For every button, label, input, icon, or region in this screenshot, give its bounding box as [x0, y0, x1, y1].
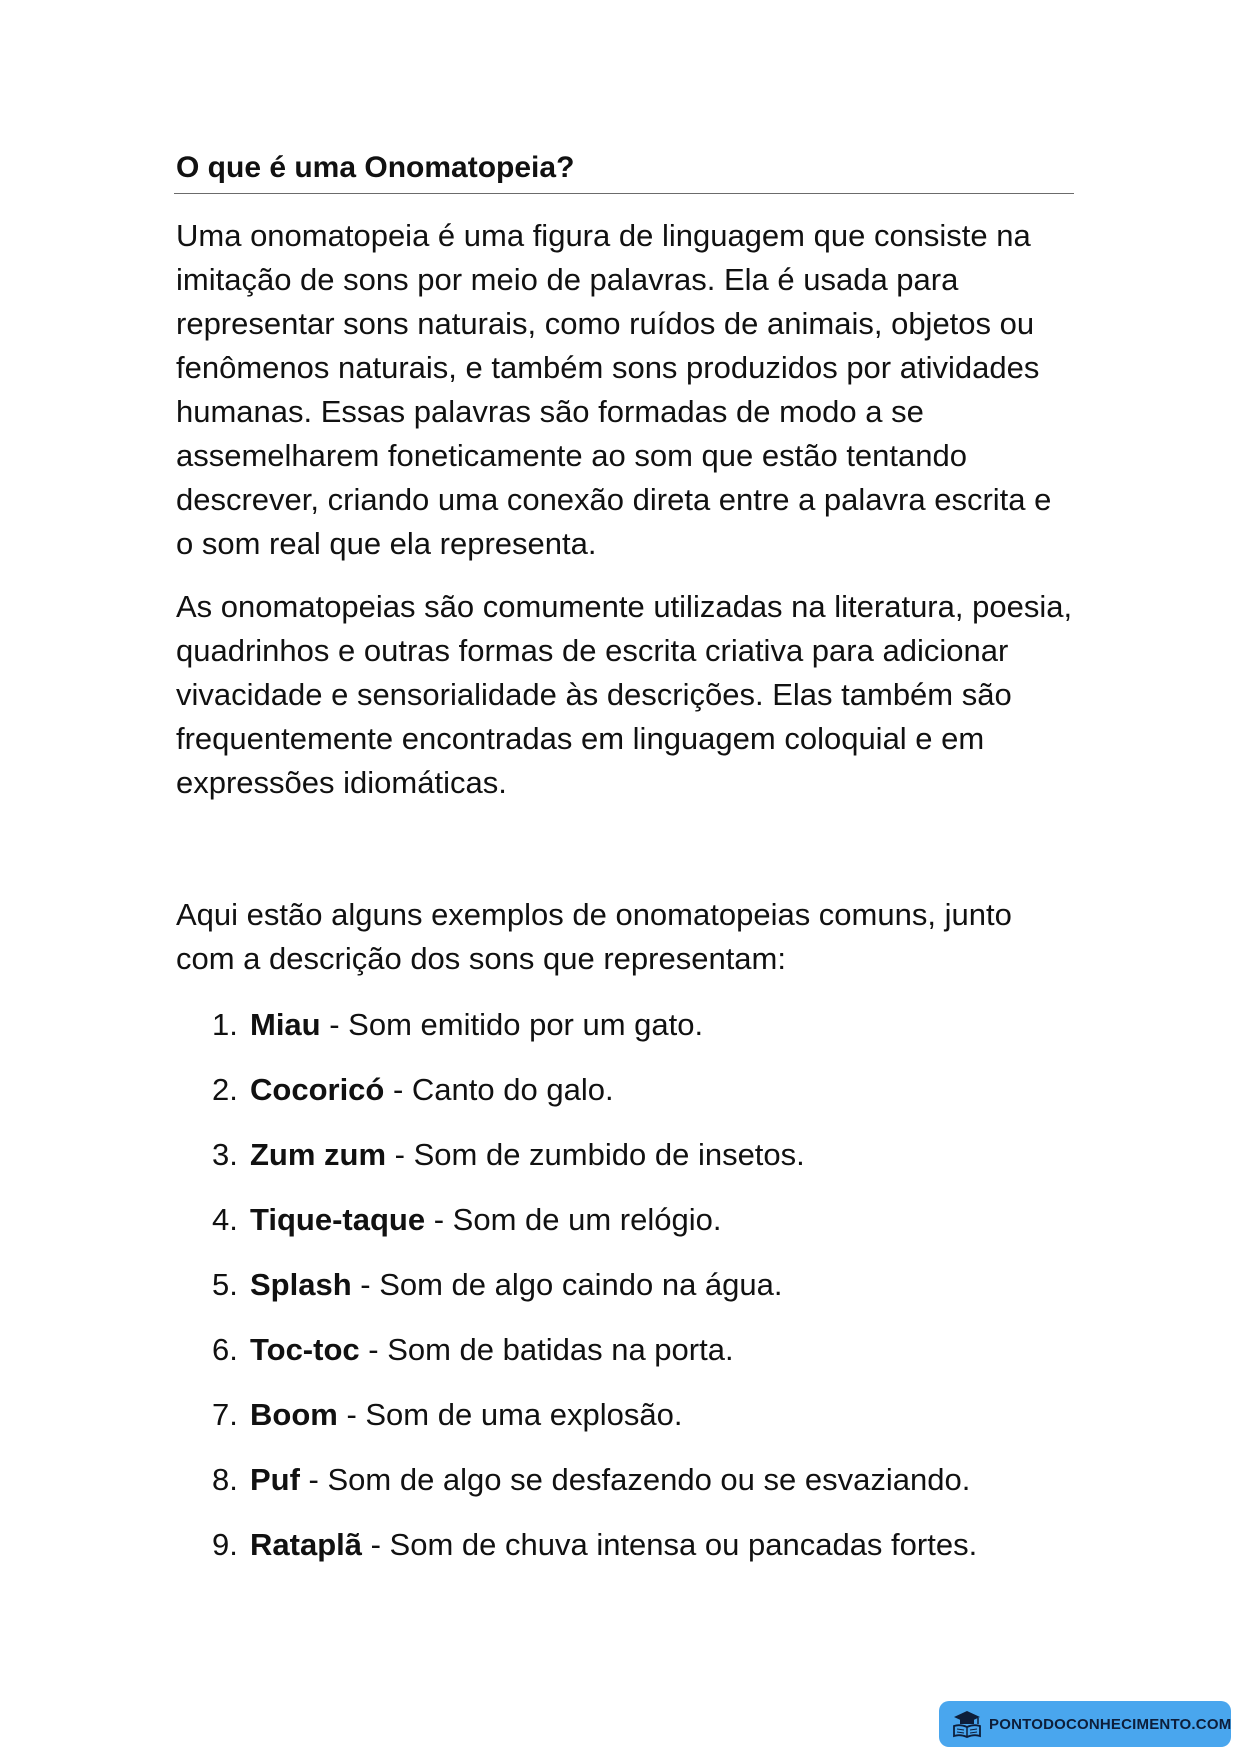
example-term: Boom: [250, 1397, 338, 1432]
example-term: Rataplã: [250, 1527, 362, 1562]
list-number: 6.: [212, 1332, 238, 1367]
list-item: [212, 1328, 1092, 1372]
list-item: [212, 1263, 1092, 1307]
example-term: Cocoricó: [250, 1072, 385, 1107]
intro-paragraph: Uma onomatopeia é uma figura de linguagem que consiste na imitação de sons por meio de palavras. Ela é usada para representar sons naturais, como ruídos de animais, objetos ou fenômenos naturais, e também sons produzidos por atividades humanas. Essas palavras são formadas de modo a se assemelharem foneticamente ao som que estão tentando descrever, criando uma conexão direta entre a palavra escrita e o som real que ela representa.: [176, 218, 1052, 561]
list-item: [212, 1133, 1092, 1177]
list-number: 8.: [212, 1462, 238, 1497]
example-description: - Som de zumbido de insetos.: [386, 1137, 805, 1172]
example-description: - Som de algo se desfazendo ou se esvaziando.: [299, 1462, 971, 1497]
book-graduation-cap-icon: [951, 1709, 983, 1739]
list-item: [212, 1523, 1092, 1567]
example-description: - Som de batidas na porta.: [359, 1332, 734, 1367]
list-item: [212, 1068, 1092, 1112]
watermark-text: PONTODOCONHECIMENTO.COM: [989, 1715, 1232, 1733]
list-item: [212, 1003, 1092, 1047]
title-divider: [174, 193, 1074, 194]
list-number: 4.: [212, 1202, 238, 1237]
list-number: 3.: [212, 1137, 238, 1172]
example-term: Zum zum: [250, 1137, 387, 1172]
list-item: [212, 1198, 1092, 1242]
example-term: Miau: [250, 1007, 321, 1042]
list-number: 2.: [212, 1072, 238, 1107]
list-number: 7.: [212, 1397, 238, 1432]
list-number: 9.: [212, 1527, 238, 1562]
example-description: - Som de um relógio.: [425, 1202, 722, 1237]
examples-list: [212, 1003, 1092, 1588]
example-term: Toc-toc: [250, 1332, 360, 1367]
example-description: - Canto do galo.: [384, 1072, 614, 1107]
site-watermark-badge[interactable]: [939, 1701, 1231, 1747]
example-description: - Som de algo caindo na água.: [351, 1267, 783, 1302]
list-number: 1.: [212, 1007, 238, 1042]
page-title: O que é uma Onomatopeia?: [176, 151, 575, 184]
list-item: [212, 1393, 1092, 1437]
example-term: Tique-taque: [250, 1202, 426, 1237]
list-number: 5.: [212, 1267, 238, 1302]
list-item: [212, 1458, 1092, 1502]
example-term: Puf: [250, 1462, 300, 1497]
example-term: Splash: [250, 1267, 352, 1302]
usage-paragraph: As onomatopeias são comumente utilizadas na literatura, poesia, quadrinhos e outras formas de escrita criativa para adicionar vivacidade e sensorialidade às descrições. Elas também são frequentemente encontradas em linguagem coloquial e em expressões idiomáticas.: [176, 589, 1073, 800]
example-description: - Som de chuva intensa ou pancadas fortes.: [361, 1527, 978, 1562]
examples-intro-paragraph: Aqui estão alguns exemplos de onomatopeias comuns, junto com a descrição dos sons que representam:: [176, 897, 1012, 976]
example-description: - Som de uma explosão.: [337, 1397, 683, 1432]
example-description: - Som emitido por um gato.: [320, 1007, 704, 1042]
